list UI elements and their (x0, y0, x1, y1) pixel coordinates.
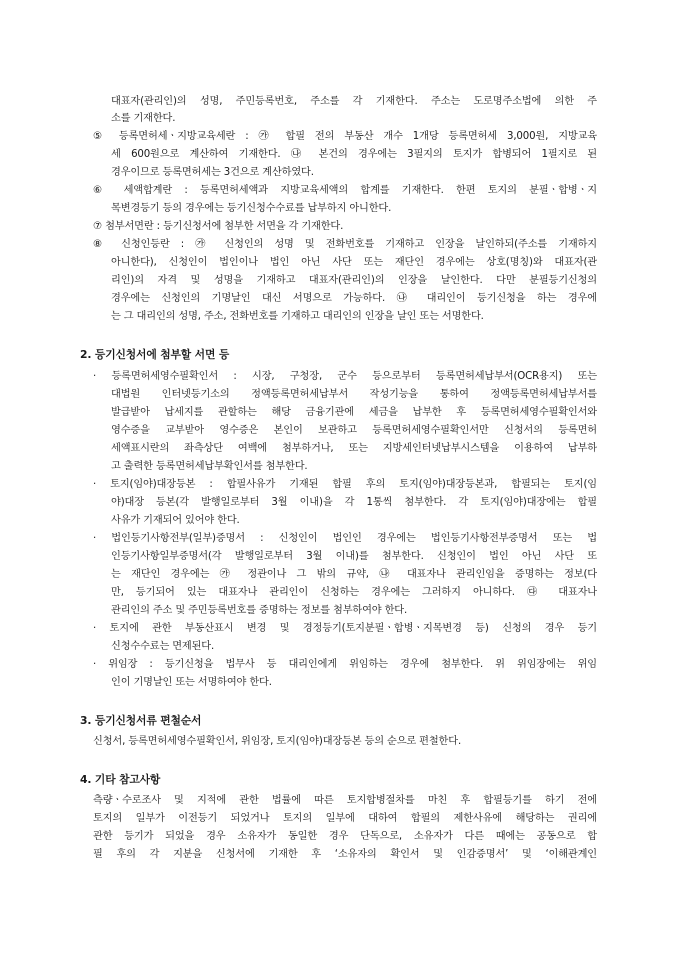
text-line: 대법원 인터넷등기소의 정액등록면허세납부서 작성기능을 통하여 정액등록면허세납부서를 (111, 389, 597, 400)
text-line: 필 후의 각 지분을 신청서에 기재한 후 ‘소유자의 확인서 및 인감증명서’ 및 ‘이해관계인 (93, 849, 597, 860)
text-line: 만, 등기되어 있는 대표자나 관리인이 신청하는 경우에는 그러하지 아니하다. ㉰ 대표자나 (111, 587, 597, 598)
text-line: 인이 기명날인 또는 서명하여야 한다. (111, 677, 272, 688)
bullet-item: · 토지에 관한 부동산표시 변경 및 경정등기(토지분필ㆍ합병ㆍ지목변경 등) 신청의 경우 등기 (93, 623, 597, 634)
bullet-item: · 등록면허세영수필확인서 : 시장, 구청장, 군수 등으로부터 등록면허세납부서(OCR용지) 또는 (93, 371, 597, 382)
text-line: 는 그 대리인의 성명, 주소, 전화번호를 기재하고 대리인의 인장을 날인 또는 서명한다. (111, 311, 484, 322)
text-line: 대표자(관리인)의 성명, 주민등록번호, 주소를 각 기재한다. 주소는 도로명주소법에 의한 주 (111, 96, 597, 107)
text-line: 고 출력한 등록면허세납부확인서를 첨부한다. (111, 461, 308, 472)
text-line: 관한 등기가 되었을 경우 소유자가 동일한 경우 단독으로, 소유자가 다른 때에는 공동으로 합 (93, 831, 597, 842)
text-line: 목변경등기 등의 경우에는 등기신청수수료를 납부하지 아니한다. (111, 203, 392, 214)
text-line: 소를 기재한다. (111, 113, 176, 124)
text-line: 신청수수료는 면제된다. (111, 641, 215, 652)
text-line: 사유가 기재되어 있어야 한다. (111, 515, 240, 526)
bullet-item: · 토지(임야)대장등본 : 합필사유가 기재된 합필 후의 토지(임야)대장등본과, 합필되는 토지(임 (93, 479, 597, 490)
text-line: 신청서, 등록면허세영수필확인서, 위임장, 토지(임야)대장등본 등의 순으로 편철한다. (93, 736, 462, 747)
text-line: 는 재단인 경우에는 ㉮ 정관이나 그 밖의 규약, ㉯ 대표자나 관리인임을 증명하는 정보(다 (111, 569, 597, 580)
section-heading-2: 2. 등기신청서에 첨부할 서면 등 (80, 348, 230, 361)
text-line: 영수증을 교부받아 영수증은 본인이 보관하고 등록면허세영수필확인서만 신청서의 등록면허 (111, 425, 597, 436)
text-line: 발급받아 납세지를 관할하는 해당 금융기관에 세금을 납부한 후 등록면허세영수필확인서와 (111, 407, 597, 418)
text-line: 측량ㆍ수로조사 및 지적에 관한 법률에 따른 토지합병절차를 마친 후 합필등기를 하기 전에 (93, 795, 597, 806)
section-heading-4: 4. 기타 참고사항 (80, 773, 161, 786)
text-line: 야)대장 등본(각 발행일로부터 3월 이내)을 각 1통씩 첨부한다. 각 토지(임야)대장에는 합필 (111, 497, 597, 508)
section-heading-3: 3. 등기신청서류 편철순서 (80, 714, 202, 727)
text-line: 아니한다), 신청인이 법인이나 법인 아닌 사단 또는 재단인 경우에는 상호(명칭)와 대표자(관 (111, 257, 597, 268)
list-item-7: ⑦ 첨부서면란 : 등기신청서에 첨부한 서면을 각 기재한다. (93, 221, 344, 232)
text-line: 리인)의 자격 및 성명을 기재하고 대표자(관리인)의 인장을 날인한다. 다만 분필등기신청의 (111, 275, 597, 286)
bullet-item: · 법인등기사항전부(일부)증명서 : 신청인이 법인인 경우에는 법인등기사항전부증명서 또는 법 (93, 533, 597, 544)
text-line: 경우에는 신청인의 기명날인 대신 서명으로 가능하다. ㉯ 대리인이 등기신청을 하는 경우에 (111, 293, 597, 304)
text-line: 세 600원으로 계산하여 기재한다. ㉯ 본건의 경우에는 3필지의 토지가 합병되어 1필지로 된 (111, 149, 597, 160)
list-item-8: ⑧ 신청인등란 : ㉮ 신청인의 성명 및 전화번호를 기재하고 인장을 날인하되(주소를 기재하지 (93, 239, 597, 250)
list-item-6: ⑥ 세액합계란 : 등록면허세액과 지방교육세액의 합계를 기재한다. 한편 토지의 분필ㆍ합병ㆍ지 (93, 185, 597, 196)
bullet-item: · 위임장 : 등기신청을 법무사 등 대리인에게 위임하는 경우에 첨부한다. 위 위임장에는 위임 (93, 659, 597, 670)
text-line: 관리인의 주소 및 주민등록번호를 증명하는 정보를 첨부하여야 한다. (111, 605, 408, 616)
text-line: 세액표시란의 좌측상단 여백에 첨부하거나, 또는 지방세인터넷납부시스템을 이용하여 납부하 (111, 443, 597, 454)
text-line: 경우이므로 등록면허세는 3건으로 계산하였다. (111, 167, 314, 178)
text-line: 토지의 일부가 이전등기 되었거나 토지의 일부에 대하여 합필의 제한사유에 해당하는 권리에 (93, 813, 597, 824)
text-line: 인등기사항일부증명서(각 발행일로부터 3월 이내)를 첨부한다. 신청인이 법인 아닌 사단 또 (111, 551, 597, 562)
list-item-5: ⑤ 등록면허세ㆍ지방교육세란 : ㉮ 합필 전의 부동산 개수 1개당 등록면허세 3,000원, 지방교육 (93, 131, 597, 142)
